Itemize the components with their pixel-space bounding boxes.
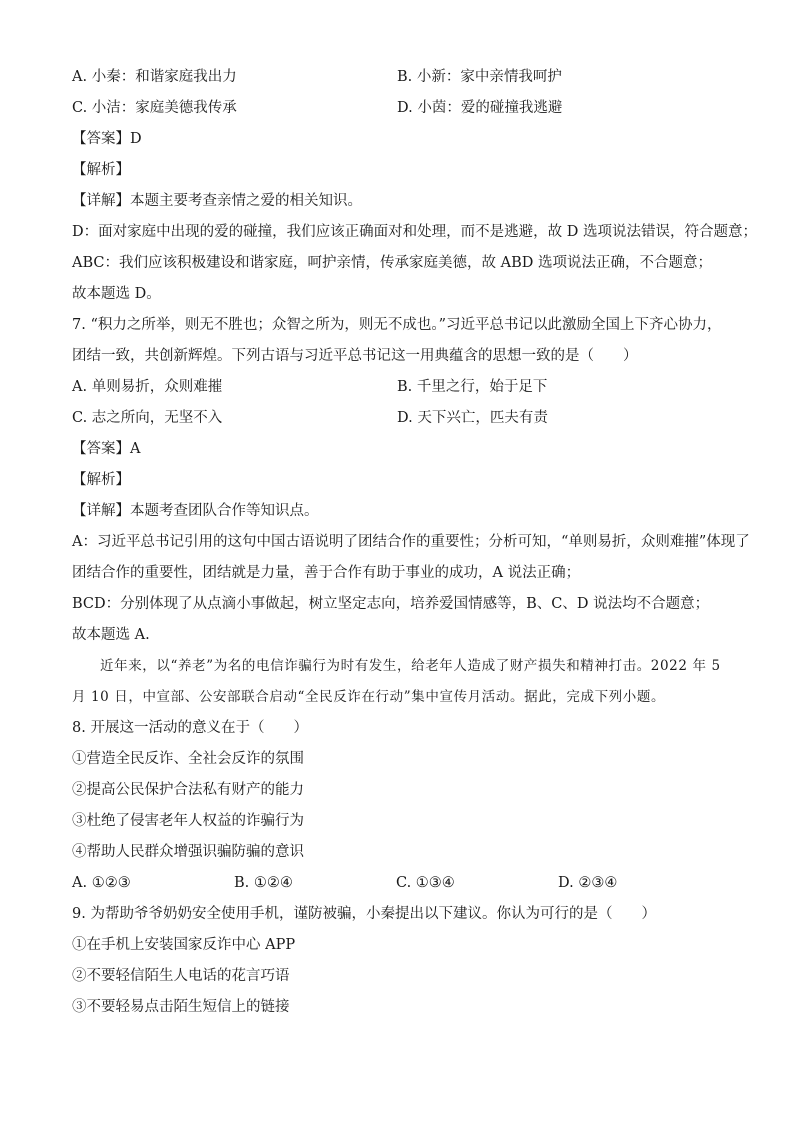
q8-item-4: ④帮助人民群众增强识骗防骗的意识 [72, 844, 304, 860]
q6-answer: 【答案】D [72, 131, 142, 147]
q8-options-row [72, 868, 732, 899]
q7-conclusion: 故本题选 A. [72, 627, 150, 643]
q7-option-b: B. 千里之行，始于足下 [397, 379, 548, 395]
q7-stem-line-1: 7. “积力之所举，则无不胜也；众智之所为，则无不成也。”习近平总书记以此激励全国上下齐心协力， [72, 317, 722, 333]
q8-item-3: ③杜绝了侵害老年人权益的诈骗行为 [72, 813, 304, 829]
q7-option-a: A. 单则易折，众则难摧 [72, 379, 223, 395]
q6-detail: 【详解】本题主要考查亲情之爱的相关知识。 [72, 193, 362, 209]
q9-item-3: ③不要轻易点击陌生短信上的链接 [72, 999, 290, 1015]
q8-option-b: B. ①②④ [234, 875, 293, 891]
q7-explanation-1a: A：习近平总书记引用的这句中国古语说明了团结合作的重要性；分析可知，“单则易折，众则难摧”体现了 [72, 534, 750, 550]
q6-explanation-1: D：面对家庭中出现的爱的碰撞，我们应该正确面对和处理，而不是逃避，故 D 选项说法错误，符合题意； [72, 224, 757, 240]
q6-explanation-2: ABC：我们应该积极建设和谐家庭，呵护亲情，传承家庭美德，故 ABD 选项说法正确，不合题意； [72, 255, 712, 271]
material-line-2: 月 10 日，中宣部、公安部联合启动“全民反诈在行动”集中宣传月活动。据此，完成下列小题。 [72, 689, 666, 705]
q8-item-1: ①营造全民反诈、全社会反诈的氛围 [72, 751, 304, 767]
q8-option-a: A. ①②③ [72, 875, 131, 891]
q7-answer: 【答案】A [72, 441, 141, 457]
q6-options-row-2 [72, 93, 732, 124]
q6-analysis-heading: 【解析】 [72, 162, 130, 178]
q6-option-b: B. 小新：家中亲情我呵护 [397, 69, 562, 85]
q6-option-d: D. 小茵：爱的碰撞我逃避 [397, 100, 563, 116]
q8-option-d: D. ②③④ [558, 875, 618, 891]
q9-item-1: ①在手机上安装国家反诈中心 APP [72, 937, 296, 953]
q6-options-row-1 [72, 62, 732, 93]
q7-explanation-1b: 团结合作的重要性，团结就是力量，善于合作有助于事业的成功，A 说法正确； [72, 565, 581, 581]
q7-analysis-heading: 【解析】 [72, 472, 130, 488]
q6-option-a: A. 小秦：和谐家庭我出力 [72, 69, 237, 85]
q7-options-row-1 [72, 372, 732, 403]
q9-stem: 9. 为帮助爷爷奶奶安全使用手机，谨防被骗，小秦提出以下建议。你认为可行的是（ ） [72, 906, 656, 922]
q8-item-2: ②提高公民保护合法私有财产的能力 [72, 782, 304, 798]
q8-option-c: C. ①③④ [396, 875, 455, 891]
document-page [72, 62, 757, 1023]
q7-option-c: C. 志之所向，无坚不入 [72, 410, 223, 426]
q6-conclusion: 故本题选 D。 [72, 286, 161, 302]
q7-detail: 【详解】本题考查团队合作等知识点。 [72, 503, 319, 519]
q8-stem: 8. 开展这一活动的意义在于（ ） [72, 720, 308, 736]
q7-stem-line-2: 团结一致，共创新辉煌。下列古语与习近平总书记这一用典蕴含的思想一致的是（ ） [72, 348, 638, 364]
q9-item-2: ②不要轻信陌生人电话的花言巧语 [72, 968, 290, 984]
material-line-1: 近年来，以“养老”为名的电信诈骗行为时有发生，给老年人造成了财产损失和精神打击。2022 年 5 [100, 658, 721, 674]
q7-options-row-2 [72, 403, 732, 434]
q7-option-d: D. 天下兴亡，匹夫有责 [397, 410, 548, 426]
q6-option-c: C. 小洁：家庭美德我传承 [72, 100, 237, 116]
q7-explanation-2: BCD：分别体现了从点滴小事做起，树立坚定志向，培养爱国情感等，B、C、D 说法均不合题意； [72, 596, 710, 612]
